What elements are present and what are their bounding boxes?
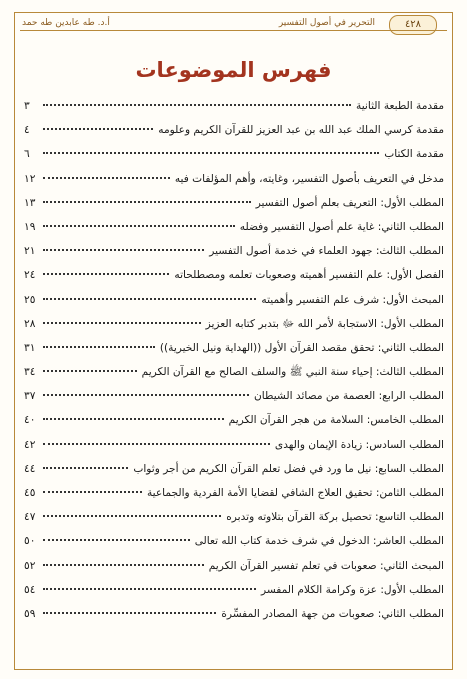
toc-entry[interactable] bbox=[24, 342, 444, 366]
toc-entry[interactable] bbox=[24, 463, 444, 487]
toc-entry[interactable] bbox=[24, 560, 444, 584]
toc-entry-page: ٤٢ bbox=[24, 438, 36, 451]
dot-leader bbox=[43, 418, 224, 420]
toc-entry[interactable] bbox=[24, 535, 444, 559]
toc-entry-label: مدخل في التعريف بأصول التفسير، وغايته، وأهم المؤلفات فيه bbox=[174, 172, 444, 185]
toc-entry-label: المطلب الثالث: إحياء سنة النبي ﷺ والسلف الصالح مع القرآن الكريم bbox=[141, 366, 444, 379]
toc-entry[interactable] bbox=[24, 366, 444, 390]
toc-entry-page: ١٣ bbox=[24, 196, 36, 209]
dot-leader bbox=[43, 394, 249, 396]
toc-entry[interactable] bbox=[24, 173, 444, 197]
dot-leader bbox=[43, 370, 137, 372]
toc-entry-label: المطلب الثامن: تحقيق العلاج الشافي لقضايا الأمة الفردية والجماعية bbox=[146, 487, 444, 499]
dot-leader bbox=[43, 467, 128, 469]
dot-leader bbox=[43, 539, 190, 541]
toc-entry-page: ٥٩ bbox=[24, 607, 36, 620]
toc-entry-page: ٢٤ bbox=[24, 269, 36, 282]
toc-entry-label: المطلب الأول: عزة وكرامة الكلام المفسر bbox=[261, 583, 444, 596]
toc-entry-label: المطلب الثالث: جهود العلماء في خدمة أصول التفسير bbox=[209, 245, 444, 258]
toc-entry-label: المطلب التاسع: تحصيل بركة القرآن بتلاوته وتدبره bbox=[226, 511, 444, 524]
toc-entry-label: المطلب الثاني: تحقق مقصد القرآن الأول ((الهداية ونيل الخيرية)) bbox=[159, 341, 444, 354]
toc-entry-label: مقدمة كرسي الملك عبد الله بن عبد العزيز للقرآن الكريم وعلومه bbox=[158, 124, 444, 137]
toc-entry[interactable] bbox=[24, 487, 444, 511]
dot-leader bbox=[43, 104, 351, 106]
toc-entry-page: ٢١ bbox=[24, 245, 36, 258]
toc-entry-page: ٥٢ bbox=[24, 559, 36, 572]
dot-leader bbox=[43, 128, 153, 130]
dot-leader bbox=[43, 201, 251, 203]
toc-entry-page: ٣ bbox=[24, 100, 30, 112]
toc-entry-label: المبحث الأول: شرف علم التفسير وأهميته bbox=[261, 293, 444, 306]
toc-entry-label: المطلب الخامس: السلامة من هجر القرآن الكريم bbox=[228, 414, 444, 427]
toc-entry-page: ٦ bbox=[24, 148, 30, 161]
dot-leader bbox=[43, 588, 256, 590]
toc-entry[interactable] bbox=[24, 197, 444, 221]
toc-entry-page: ٣٧ bbox=[24, 390, 36, 403]
toc-entry-label: الفصل الأول: علم التفسير أهميته وصعوبات تعلمه ومصطلحاته bbox=[174, 269, 444, 282]
toc-entry[interactable] bbox=[24, 414, 444, 438]
toc-entry-label: المطلب العاشر: الدخول في شرف خدمة كتاب الله تعالى bbox=[194, 535, 444, 548]
toc-entry[interactable] bbox=[24, 439, 444, 463]
toc-entry-label: المطلب السادس: زيادة الإيمان والهدى bbox=[274, 438, 444, 451]
dot-leader bbox=[43, 322, 201, 324]
toc-entry-label: المطلب الرابع: العصمة من مصائد الشيطان bbox=[254, 390, 444, 403]
toc-entry-label: المطلب السابع: نيل ما ورد في فضل تعلم القرآن الكريم من أجر وثواب bbox=[133, 462, 444, 475]
header-divider bbox=[20, 30, 447, 31]
dot-leader bbox=[43, 273, 169, 275]
toc-entry[interactable] bbox=[24, 148, 444, 172]
toc-entry-page: ٥٠ bbox=[24, 535, 36, 548]
toc-entry-page: ٢٥ bbox=[24, 293, 36, 306]
toc-entry-label: مقدمة الكتاب bbox=[384, 148, 444, 161]
toc-entry-label: مقدمة الطبعة الثانية bbox=[356, 100, 444, 112]
dot-leader bbox=[43, 225, 235, 227]
toc-entry-page: ٤٤ bbox=[24, 462, 36, 475]
table-of-contents bbox=[24, 100, 444, 632]
toc-entry[interactable] bbox=[24, 390, 444, 414]
dot-leader bbox=[43, 177, 170, 179]
toc-entry-page: ٥٤ bbox=[24, 583, 36, 596]
toc-entry-label: المطلب الأول: التعريف بعلم أصول التفسير bbox=[255, 196, 444, 209]
toc-entry[interactable] bbox=[24, 584, 444, 608]
toc-entry-label: المبحث الثاني: صعوبات في تعلم تفسير القرآن الكريم bbox=[208, 559, 444, 572]
toc-entry-page: ٣٤ bbox=[24, 366, 36, 379]
dot-leader bbox=[43, 612, 216, 614]
toc-entry[interactable] bbox=[24, 318, 444, 342]
toc-entry-page: ٢٨ bbox=[24, 317, 36, 330]
toc-entry-page: ١٢ bbox=[24, 172, 36, 185]
toc-entry[interactable] bbox=[24, 221, 444, 245]
page-number-badge: ٤٢٨ bbox=[389, 15, 437, 35]
dot-leader bbox=[43, 491, 142, 493]
page-title: فهرس الموضوعات bbox=[135, 58, 332, 82]
toc-entry[interactable] bbox=[24, 100, 444, 124]
toc-entry-page: ٤٠ bbox=[24, 414, 36, 427]
author-name: أ.د. طه عابدين طه حمد bbox=[22, 18, 110, 28]
dot-leader bbox=[43, 298, 256, 300]
dot-leader bbox=[43, 346, 155, 348]
toc-entry[interactable] bbox=[24, 294, 444, 318]
toc-entry[interactable] bbox=[24, 269, 444, 293]
dot-leader bbox=[43, 564, 204, 566]
toc-entry[interactable] bbox=[24, 124, 444, 148]
running-title: التحرير في أصول التفسير bbox=[278, 18, 375, 28]
toc-entry-page: ٤٧ bbox=[24, 511, 36, 524]
toc-entry-label: المطلب الأول: الاستجابة لأمر الله ﷻ بتدبر كتابه العزيز bbox=[205, 317, 444, 330]
toc-entry-label: المطلب الثاني: غاية علم أصول التفسير وفضله bbox=[239, 220, 444, 233]
dot-leader bbox=[43, 515, 221, 517]
toc-entry[interactable] bbox=[24, 245, 444, 269]
toc-entry-page: ٤٥ bbox=[24, 487, 36, 499]
dot-leader bbox=[43, 152, 379, 154]
toc-entry[interactable] bbox=[24, 511, 444, 535]
toc-entry-page: ١٩ bbox=[24, 220, 36, 233]
dot-leader bbox=[43, 443, 270, 445]
toc-entry-page: ٣١ bbox=[24, 341, 36, 354]
toc-entry-label: المطلب الثاني: صعوبات من جهة المصادر المفسِّرة bbox=[221, 607, 444, 620]
toc-entry[interactable] bbox=[24, 608, 444, 632]
dot-leader bbox=[43, 249, 204, 251]
running-header bbox=[14, 12, 451, 38]
toc-entry-page: ٤ bbox=[24, 124, 30, 137]
